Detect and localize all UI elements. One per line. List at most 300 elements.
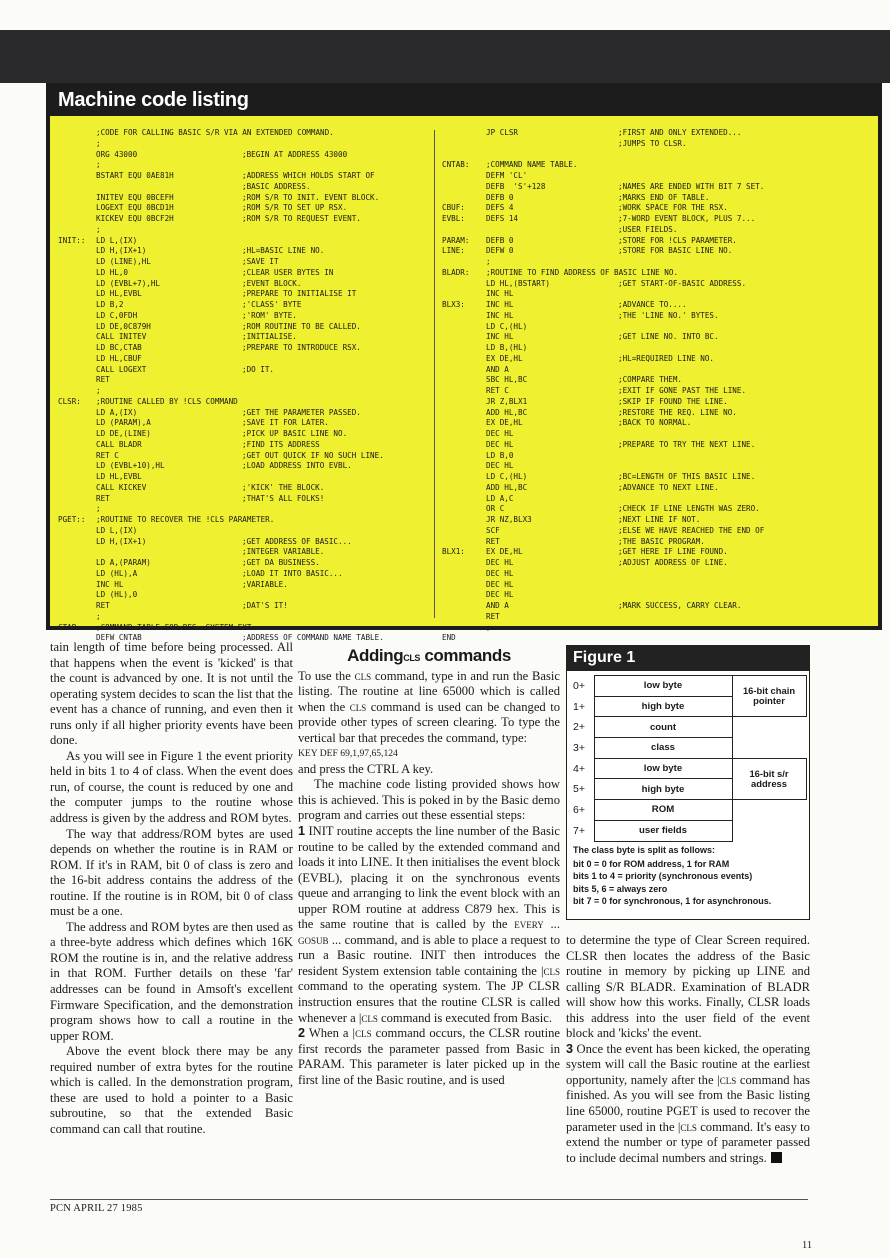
code-line — [58, 590, 430, 601]
code-line — [58, 279, 430, 290]
code-line — [442, 160, 874, 171]
code-instruction: CALL INITEV — [96, 332, 147, 342]
code-line — [58, 580, 430, 591]
code-instruction: JR Z,BLX1 — [486, 396, 528, 406]
code-comment: ;ROM S/R TO REQUEST EVENT. — [242, 214, 361, 223]
row-field: low byte — [594, 676, 732, 697]
code-line — [58, 365, 430, 376]
code-line — [442, 214, 874, 225]
code-line — [442, 515, 874, 526]
step-2: 2 When a |cls command occurs, the CLSR routine first records the parameter passed from Basic in PARAM. This parameter is later picked up in the first line of the Basic routine, and is used — [298, 1026, 561, 1087]
code-comment: ;SAVE IT FOR LATER. — [242, 418, 329, 428]
code-comment: ;DAT'S IT! — [242, 601, 288, 610]
code-line — [58, 558, 430, 569]
code-instruction: ; — [96, 224, 101, 234]
code-instruction: ;ROUTINE TO FIND ADDRESS OF BASIC LINE NO. — [486, 267, 679, 277]
code-instruction: LD H,(IX+1) — [96, 246, 147, 256]
code-instruction: ORG 43000 — [96, 149, 138, 159]
code-line — [58, 612, 430, 623]
machine-code-listing-panel — [46, 83, 882, 643]
row-field: high byte — [594, 779, 732, 800]
code-instruction: INC HL — [486, 310, 514, 320]
code-line — [442, 225, 874, 236]
paragraph: and press the CTRL A key. — [298, 761, 434, 776]
row-offset: 1+ — [570, 696, 594, 717]
code-instruction: RET — [96, 493, 110, 503]
row-field: user fields — [594, 820, 732, 841]
code-line — [442, 547, 874, 558]
note-line: bits 5, 6 = always zero — [573, 883, 668, 894]
code-instruction: ;COMMAND NAME TABLE. — [486, 160, 578, 170]
code-instruction: DEFW 0 — [486, 246, 514, 256]
row-field: count — [594, 717, 732, 738]
code-instruction: DEFM 'CL' — [486, 171, 528, 180]
paragraph: tain length of time before being processed. All that happens when the event is 'kicked' is that the count is advanced by one. It is not until the operating system decides to scan the list that the event has a chance of running, and even then it runs only if all higher priority events have been done. — [50, 640, 293, 748]
code-line — [58, 311, 430, 322]
code-instruction: ;ROUTINE CALLED BY !CLS COMMAND — [96, 396, 238, 406]
code-line — [58, 322, 430, 333]
code-instruction: LD HL,EVBL — [96, 289, 142, 299]
code-comment: ;GET START-OF-BASIC ADDRESS. — [618, 278, 747, 288]
code-instruction: ;CODE FOR CALLING BASIC S/R VIA AN EXTENDED COMMAND. — [96, 128, 334, 137]
code-comment: ;SAVE IT — [242, 257, 279, 266]
code-instruction: LD HL,EVBL — [96, 472, 142, 481]
code-line — [442, 332, 874, 343]
code-instruction: INC HL — [486, 332, 514, 342]
chain-pointer-label: 16-bit chain pointer — [732, 676, 806, 717]
code-comment: ;JUMPS TO CLSR. — [618, 138, 687, 148]
code-instruction: DEFB 0 — [486, 192, 514, 202]
code-line — [58, 214, 430, 225]
code-instruction: EX DE,HL — [486, 547, 523, 557]
code-comment: ;LOAD IT INTO BASIC... — [242, 568, 343, 578]
code-line — [442, 386, 874, 397]
code-line — [58, 386, 430, 397]
code-line — [58, 139, 430, 150]
code-instruction: JP CLSR — [486, 128, 519, 137]
row-offset: 3+ — [570, 738, 594, 759]
code-line — [442, 494, 874, 505]
figure-title: Figure 1 — [567, 646, 809, 671]
code-instruction: ; — [96, 138, 101, 148]
code-line — [442, 601, 874, 612]
note-line: bit 0 = 0 for ROM address, 1 for RAM — [573, 858, 730, 869]
code-instruction: LD A,(PARAM) — [96, 558, 151, 567]
code-comment: ;FIND ITS ADDRESS — [242, 439, 320, 449]
code-line — [442, 300, 874, 311]
code-instruction: LD L,(IX) — [96, 525, 138, 535]
code-instruction: DEC HL — [486, 439, 514, 449]
code-comment: ;MARK SUCCESS, CARRY CLEAR. — [618, 601, 742, 610]
code-line — [442, 311, 874, 322]
code-line — [442, 558, 874, 569]
code-instruction: LD (HL),A — [96, 568, 138, 578]
code-instruction: JR NZ,BLX3 — [486, 515, 532, 524]
code-line — [58, 515, 430, 526]
row-offset: 2+ — [570, 717, 594, 738]
code-label: BLX1: — [442, 547, 465, 557]
code-instruction: RET — [96, 375, 110, 385]
code-line — [58, 601, 430, 612]
code-line — [442, 504, 874, 515]
code-label: EVBL: — [442, 214, 465, 223]
code-column-left — [58, 128, 430, 644]
code-instruction: DEFW CNTAB — [96, 633, 142, 643]
code-line — [58, 171, 430, 182]
code-line — [58, 494, 430, 505]
code-instruction: DEFS 14 — [486, 214, 519, 223]
paragraph: As you will see in Figure 1 the event priority held in bits 1 to 4 of class. When the event does run, of course, the count is reduced by one and the computer jumps to the routine whose address is given by the address and ROM bytes. — [50, 748, 293, 826]
listing-title: Machine code listing — [58, 89, 249, 111]
code-line — [442, 537, 874, 548]
code-line — [442, 150, 874, 161]
code-line — [442, 354, 874, 365]
code-instruction: DEC HL — [486, 461, 514, 471]
code-instruction: KICKEV EQU 0BCF2H — [96, 214, 174, 223]
code-instruction: LD (PARAM),A — [96, 418, 151, 428]
code-instruction: LD HL,CBUF — [96, 353, 142, 363]
code-comment: ;BACK TO NORMAL. — [618, 418, 692, 428]
code-instruction: INC HL — [96, 579, 124, 589]
code-line — [58, 440, 430, 451]
top-band — [0, 30, 890, 83]
code-line — [442, 580, 874, 591]
row-offset: 4+ — [570, 758, 594, 779]
code-instruction: ; — [96, 160, 101, 170]
code-instruction: ADD HL,BC — [486, 407, 528, 417]
code-line — [58, 203, 430, 214]
code-line — [442, 397, 874, 408]
code-instruction: RET — [96, 601, 110, 610]
code-line — [58, 128, 430, 139]
code-line — [442, 203, 874, 214]
code-comment: ;STORE FOR !CLS PARAMETER. — [618, 235, 737, 245]
note-heading: The class byte is split as follows: — [573, 845, 716, 855]
code-comment: ;ELSE WE HAVE REACHED THE END OF — [618, 525, 765, 535]
code-comment: ;ADDRESS WHICH HOLDS START OF — [242, 171, 375, 180]
code-instruction: LOGEXT EQU 0BCD1H — [96, 203, 174, 213]
code-line — [442, 343, 874, 354]
code-instruction: INC HL — [486, 300, 514, 309]
code-line — [58, 160, 430, 171]
paragraph: The way that address/ROM bytes are used depends on whether the routine is in RAM or ROM. If it's in RAM, bit 0 of class is zero and the 16-bit address contains the address of the routine. If the routine is in ROM, bit 0 of class must be a one. — [50, 826, 293, 919]
code-instruction: LD A,C — [486, 493, 514, 503]
code-instruction: LD (HL),0 — [96, 590, 138, 600]
code-comment: ;WORK SPACE FOR THE RSX. — [618, 203, 728, 213]
code-line — [442, 289, 874, 300]
listing-code-area — [50, 116, 878, 643]
code-instruction: LD L,(IX) — [96, 235, 138, 245]
code-instruction: LD C,(HL) — [486, 321, 528, 331]
code-line — [58, 257, 430, 268]
code-line — [442, 268, 874, 279]
code-comment: ;GET OUT QUICK IF NO SUCH LINE. — [242, 450, 384, 460]
code-comment: ;VARIABLE. — [242, 579, 288, 589]
code-comment: ;'CLASS' BYTE — [242, 300, 302, 309]
code-instruction: RET — [486, 611, 500, 621]
code-instruction: ADD HL,BC — [486, 482, 528, 492]
code-instruction: DEC HL — [486, 579, 514, 589]
code-line — [442, 365, 874, 376]
code-comment: ;ADVANCE TO NEXT LINE. — [618, 482, 719, 492]
code-instruction: ; — [96, 611, 101, 621]
code-comment: ;ROM ROUTINE TO BE CALLED. — [242, 321, 361, 331]
code-instruction: LD C,(HL) — [486, 472, 528, 481]
code-comment: ;ADJUST ADDRESS OF LINE. — [618, 558, 728, 567]
code-line — [58, 193, 430, 204]
code-line — [442, 408, 874, 419]
sr-address-label: 16-bit s/r address — [732, 758, 806, 799]
code-line — [58, 332, 430, 343]
code-instruction: ; — [486, 257, 491, 266]
code-comment: ;DO IT. — [242, 364, 275, 374]
code-comment: ;GET THE PARAMETER PASSED. — [242, 407, 361, 417]
code-comment: ;BC=LENGTH OF THIS BASIC LINE. — [618, 472, 756, 481]
code-line — [58, 418, 430, 429]
code-comment: ;'KICK' THE BLOCK. — [242, 482, 325, 492]
code-instruction: SBC HL,BC — [486, 375, 528, 385]
code-line — [58, 225, 430, 236]
code-instruction: LD HL,(BSTART) — [486, 278, 551, 288]
figure-row — [570, 800, 806, 821]
code-comment: ;EVENT BLOCK. — [242, 278, 302, 288]
end-of-article-mark — [771, 1152, 782, 1163]
code-label: CNTAB: — [442, 160, 470, 170]
code-line — [58, 354, 430, 365]
row-offset: 7+ — [570, 820, 594, 841]
code-comment: ;GET HERE IF LINE FOUND. — [618, 547, 728, 557]
code-line — [442, 182, 874, 193]
code-label: PARAM: — [442, 235, 470, 245]
figure-spacer — [732, 800, 806, 841]
code-instruction: OR C — [486, 504, 505, 514]
article-column-2 — [298, 648, 560, 1088]
code-line — [442, 128, 874, 139]
section-heading: Addingcls commands — [347, 646, 511, 665]
code-comment: ;INITIALISE. — [242, 332, 297, 342]
code-comment: ;'ROM' BYTE. — [242, 310, 297, 320]
code-comment: ;GET ADDRESS OF BASIC... — [242, 536, 352, 546]
step-3: 3 Once the event has been kicked, the operating system will call the Basic routine at the earliest opportunity, namely after the |cls command has finished. As you will see from the Basic listing line 65000, routine PGET is used to recover the parameter used in the |cls command. It's easy to extend the number or type of parameter passed to include decimal numbers and strings. — [566, 1041, 811, 1165]
code-instruction: ; — [96, 504, 101, 514]
code-instruction: AND A — [486, 601, 509, 610]
code-instruction: DEFS 4 — [486, 203, 514, 213]
code-line — [442, 246, 874, 257]
code-line — [442, 322, 874, 333]
code-line — [58, 343, 430, 354]
code-instruction: CALL KICKEV — [96, 482, 147, 492]
code-comment: ;THE BASIC PROGRAM. — [618, 536, 705, 546]
code-comment: ;HL=REQUIRED LINE NO. — [618, 353, 715, 363]
code-instruction: DEFB 0 — [486, 235, 514, 245]
code-line — [442, 139, 874, 150]
figure-row — [570, 676, 806, 697]
code-instruction: LD DE,0C879H — [96, 321, 151, 331]
code-label: BLX3: — [442, 300, 465, 309]
code-line — [442, 193, 874, 204]
code-label: CLSR: — [58, 396, 81, 406]
code-comment: ;HL=BASIC LINE NO. — [242, 246, 325, 256]
code-comment: ;CHECK IF LINE LENGTH WAS ZERO. — [618, 504, 760, 514]
code-label: CTAB: — [58, 622, 81, 632]
code-line — [442, 429, 874, 440]
row-field: ROM — [594, 800, 732, 821]
code-line — [442, 375, 874, 386]
code-instruction: LD B,(HL) — [486, 343, 528, 352]
code-comment: ;ROM S/R TO SET UP RSX. — [242, 203, 348, 213]
code-comment: ;USER FIELDS. — [618, 224, 678, 234]
code-comment: ;BASIC ADDRESS. — [242, 181, 311, 191]
note-line: bit 7 = 0 for synchronous, 1 for asynchronous. — [573, 896, 772, 906]
code-comment: ;ADDRESS OF COMMAND NAME TABLE. — [242, 633, 384, 643]
figure-spacer — [732, 717, 806, 758]
code-comment: ;PICK UP BASIC LINE NO. — [242, 429, 348, 438]
code-instruction: LD A,(IX) — [96, 407, 138, 417]
code-line — [58, 451, 430, 462]
code-line — [442, 483, 874, 494]
row-offset: 5+ — [570, 779, 594, 800]
code-line — [58, 623, 430, 634]
code-line — [58, 472, 430, 483]
note-line: bits 1 to 4 = priority (synchronous events) — [573, 871, 753, 881]
row-offset: 0+ — [570, 676, 594, 697]
code-comment: ;LOAD ADDRESS INTO EVBL. — [242, 461, 352, 471]
code-column-divider — [434, 130, 435, 618]
code-comment: ;RESTORE THE REQ. LINE NO. — [618, 407, 737, 417]
code-line — [442, 440, 874, 451]
code-label: LINE: — [442, 246, 465, 256]
code-line — [442, 472, 874, 483]
code-instruction: EX DE,HL — [486, 418, 523, 428]
code-comment: ;GET LINE NO. INTO BC. — [618, 332, 719, 342]
code-line — [58, 547, 430, 558]
code-comment: ;PREPARE TO INITIALISE IT — [242, 289, 357, 299]
code-instruction: INITEV EQU 0BCEFH — [96, 192, 174, 202]
code-instruction: LD (EVBL+7),HL — [96, 278, 161, 288]
code-comment: ;THE 'LINE NO.' BYTES. — [618, 310, 719, 320]
code-instruction: SCF — [486, 525, 500, 535]
code-instruction: RET C — [486, 386, 509, 395]
code-line — [58, 483, 430, 494]
article-column-3 — [566, 933, 810, 1166]
code-line — [58, 246, 430, 257]
code-line — [442, 236, 874, 247]
code-comment: ;CLEAR USER BYTES IN — [242, 267, 334, 277]
code-line — [442, 171, 874, 182]
code-line — [58, 150, 430, 161]
code-column-right — [442, 128, 874, 644]
code-label: INIT:: — [58, 235, 86, 245]
code-instruction: LD H,(IX+1) — [96, 536, 147, 546]
paragraph: The machine code listing provided shows how this is achieved. This is poked in by the Basic demo program and carries out these essential steps: — [298, 777, 560, 823]
bottom-rule — [50, 1199, 808, 1200]
code-comment: ;GET DA BUSINESS. — [242, 558, 320, 567]
code-line — [442, 623, 874, 634]
code-label: END — [442, 633, 456, 643]
code-comment: ;PREPARE TO INTRODUCE RSX. — [242, 343, 361, 352]
row-offset: 6+ — [570, 800, 594, 821]
code-comment: ;7-WORD EVENT BLOCK, PLUS 7... — [618, 214, 756, 223]
code-comment: ;NAMES ARE ENDED WITH BIT 7 SET. — [618, 181, 765, 191]
code-line — [442, 633, 874, 644]
code-instruction: RET C — [96, 450, 119, 460]
code-instruction: DEC HL — [486, 429, 514, 438]
paragraph: Above the event block there may be any required number of extra bytes for the routine which is called. In the demonstration program, these are used to hold a pointer to a Basic subroutine, so that the extended Basic command can call that routine. — [50, 1044, 293, 1136]
code-line — [442, 279, 874, 290]
event-block-table — [570, 675, 807, 842]
paragraph: to determine the type of Clear Screen required. CLSR then locates the address of the Basic routine in memory by picking up LINE and calling S/R BLADR. Examination of BLADR will show how this works. Finally, CLSR loads this address into the user field of the event block and 'kicks' the event. — [566, 933, 810, 1041]
code-line — [58, 397, 430, 408]
code-line — [442, 526, 874, 537]
figure-row — [570, 717, 806, 738]
page-number: 11 — [802, 1240, 813, 1251]
code-line — [58, 537, 430, 548]
code-instruction: ; — [486, 622, 491, 632]
code-comment: ;MARKS END OF TABLE. — [618, 192, 710, 202]
code-instruction: LD BC,CTAB — [96, 343, 142, 352]
code-instruction: EX DE,HL — [486, 353, 523, 363]
code-instruction: ;ROUTINE TO RECOVER THE !CLS PARAMETER. — [96, 515, 275, 524]
code-instruction: LD (LINE),HL — [96, 257, 151, 266]
code-line — [58, 300, 430, 311]
code-instruction: INC HL — [486, 289, 514, 299]
code-instruction: LD B,0 — [486, 450, 514, 460]
code-line — [442, 612, 874, 623]
code-line — [58, 375, 430, 386]
code-instruction: ;COMMAND TABLE FOR RES. SYSTEM EXT. — [96, 622, 257, 632]
footer-publication: PCN APRIL 27 1985 — [50, 1203, 143, 1214]
row-field: low byte — [594, 758, 732, 779]
figure-1 — [566, 645, 810, 920]
code-comment: ;SKIP IF FOUND THE LINE. — [618, 396, 728, 406]
paragraph: To use the cls command, type in and run the Basic listing. The routine at line 65000 which is called when the cls command is used can be changed to provide other types of screen clearing. To type the vertical bar that precedes the command, type: — [298, 668, 561, 745]
code-line — [58, 526, 430, 537]
code-instruction: ; — [96, 386, 101, 395]
code-comment: ;ROM S/R TO INIT. EVENT BLOCK. — [242, 192, 380, 202]
code-label: BLADR: — [442, 267, 470, 277]
code-line — [442, 418, 874, 429]
code-instruction: CALL LOGEXT — [96, 364, 147, 374]
code-line — [442, 451, 874, 462]
code-instruction: RET — [486, 536, 500, 546]
code-line — [442, 590, 874, 601]
key-def-command: KEY DEF 69,1,97,65,124 — [298, 748, 398, 760]
code-instruction: DEC HL — [486, 558, 514, 567]
code-instruction: DEC HL — [486, 568, 514, 578]
code-instruction: LD DE,(LINE) — [96, 429, 151, 438]
code-comment: ;PREPARE TO TRY THE NEXT LINE. — [618, 439, 756, 449]
code-line — [442, 461, 874, 472]
code-line — [442, 257, 874, 268]
code-comment: ;FIRST AND ONLY EXTENDED... — [618, 128, 742, 137]
code-instruction: CALL BLADR — [96, 439, 142, 449]
row-field: class — [594, 738, 732, 759]
row-field: high byte — [594, 696, 732, 717]
code-comment: ;EXIT IF GONE PAST THE LINE. — [618, 386, 747, 395]
code-comment: ;ADVANCE TO.... — [618, 300, 687, 309]
code-comment: ;BEGIN AT ADDRESS 43000 — [242, 149, 348, 159]
figure-notes — [573, 844, 805, 908]
code-comment: ;STORE FOR BASIC LINE NO. — [618, 246, 733, 256]
code-label: CBUF: — [442, 203, 465, 213]
code-comment: ;THAT'S ALL FOLKS! — [242, 493, 325, 503]
paragraph: The address and ROM bytes are then used as a three-byte address which defines which 16K ROM the routine is in, and the relative address in that ROM. Further details on these 'far' addresses can be found in Amsoft's excellent Firmware Specification, and the demonstration program shows how to call a routine in the upper ROM. — [50, 919, 293, 1043]
code-line — [442, 569, 874, 580]
code-instruction: DEFB 'S'+128 — [486, 181, 546, 191]
code-line — [58, 268, 430, 279]
code-comment: ;NEXT LINE IF NOT. — [618, 515, 701, 524]
code-instruction: DEC HL — [486, 590, 514, 600]
